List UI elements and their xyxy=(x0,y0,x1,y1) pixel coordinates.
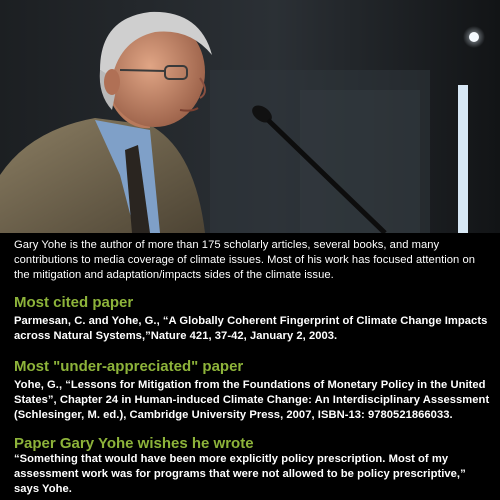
bio-block xyxy=(14,238,488,283)
section-under-appreciated xyxy=(14,358,490,423)
section-body: Parmesan, C. and Yohe, G., “A Globally Coherent Fingerprint of Climate Change Impacts across Natural Systems,”Nature 421, 37-42, January 2, 2003. xyxy=(14,315,488,342)
speaker-photo-illustration xyxy=(0,0,500,233)
light-strip xyxy=(458,85,468,233)
section-heading: Most cited paper xyxy=(14,294,134,311)
speaker-photo xyxy=(0,0,500,233)
section-most-cited xyxy=(14,294,488,344)
section-wishes-he-wrote xyxy=(14,435,488,497)
section-body: Yohe, G., “Lessons for Mitigation from the Foundations of Monetary Policy in the United States”, Chapter 24 in Human-induced Climate Change: An Interdisciplinary Assessment (Schlesinger, M. ed.), Cambridge University Press, 2007, ISBN-13: 9780521866033. xyxy=(14,379,490,421)
section-heading: Most "under-appreciated" paper xyxy=(14,358,244,375)
bio-intro: Gary Yohe is the author of more than 175 scholarly articles, several books, and many contributions to media coverage of climate issues. Most of his work has focused attention on the mitigation and adaptation/impacts sides of the climate issue. xyxy=(14,239,476,281)
section-body: “Something that would have been more explicitly policy prescription. Most of my assessment work was for programs that were not allowed to be policy prescriptive,” says Yohe. xyxy=(14,453,466,495)
section-heading: Paper Gary Yohe wishes he wrote xyxy=(14,435,254,452)
